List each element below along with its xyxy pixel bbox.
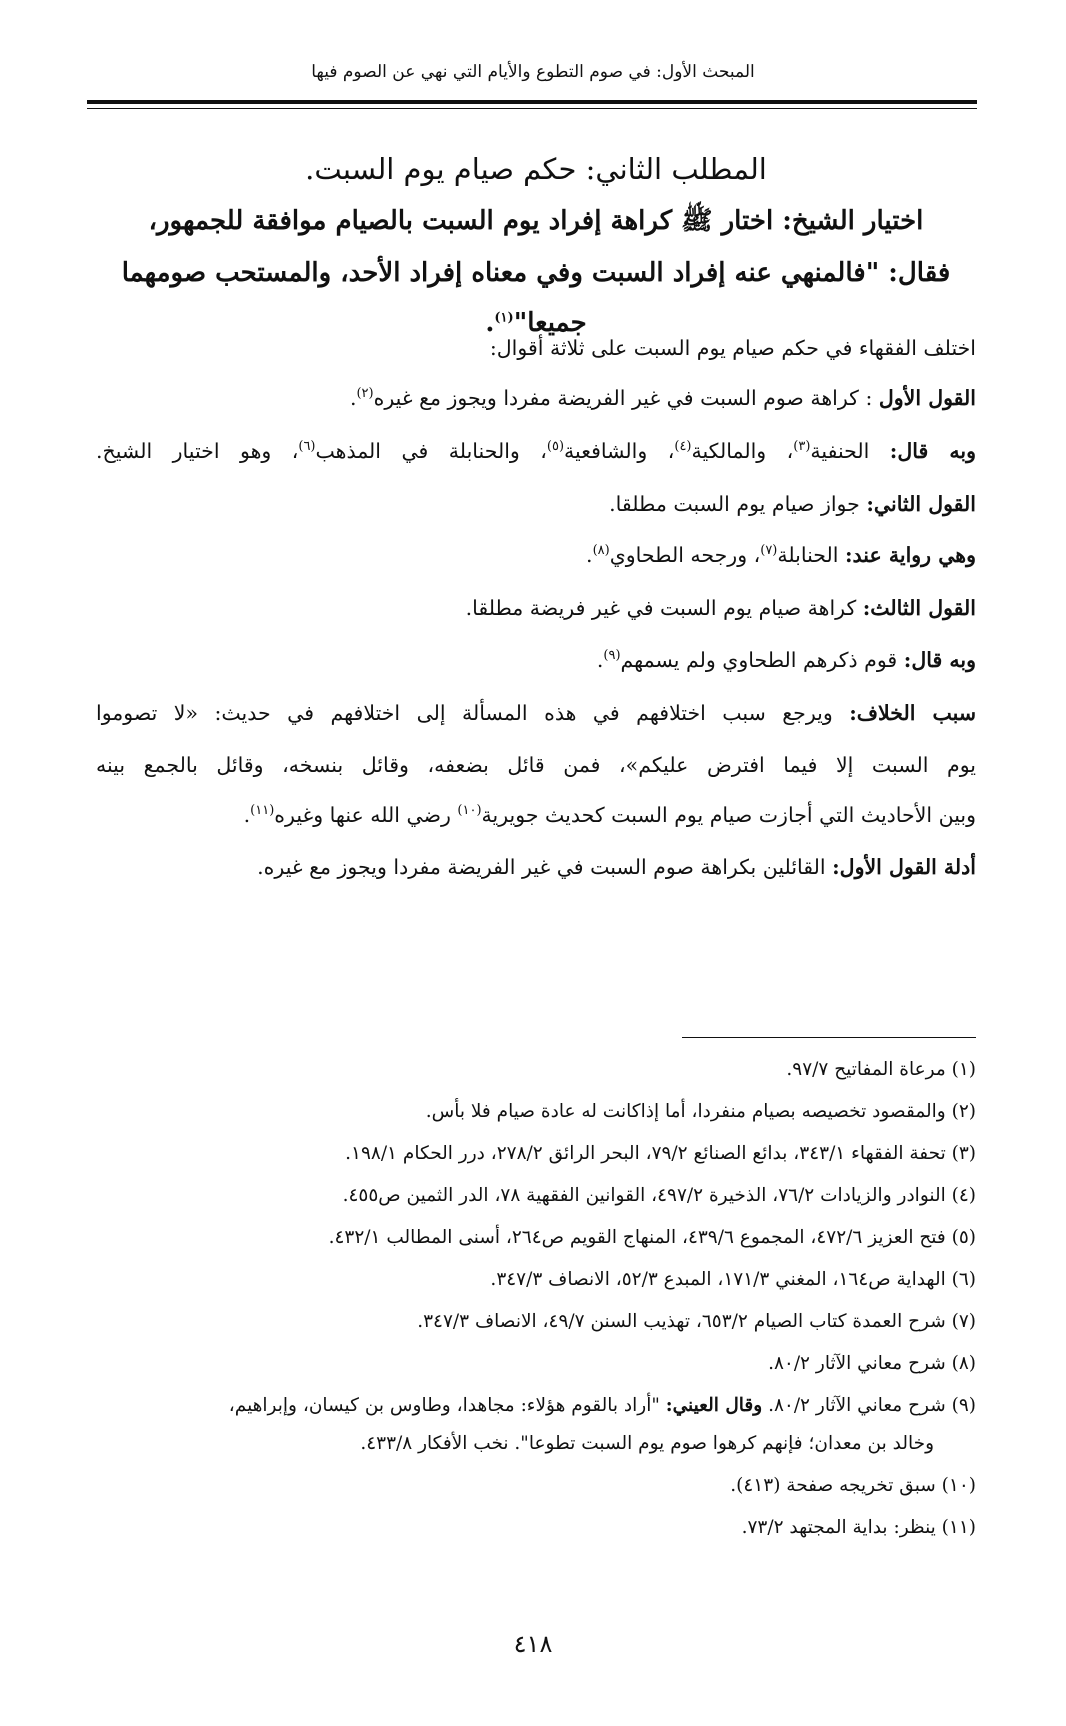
cause-line-3: وبين الأحاديث التي أجازت صيام يوم السبت كحديث جويرية$^{(١٠)}$ رضي الله عنها وغيره$^{(١١)}$. — [243, 803, 976, 827]
footnote-3: (٣) تحفة الفقهاء ٣٤٣/١، بدائع الصنائع ٧٩/٢، البحر الرائق ٢٧٨/٢، درر الحكام ١٩٨/١. — [345, 1143, 976, 1164]
evidence-paragraph — [96, 852, 976, 882]
footnote-8: (٨) شرح معاني الآثار ٨٠/٢. — [768, 1353, 976, 1374]
holders-label: وبه قال: — [903, 648, 976, 672]
holders-label: وهي رواية عند: — [844, 543, 976, 567]
opinion-3-text: كراهة صيام يوم السبت في غير فريضة مطلقا. — [465, 596, 863, 620]
opinion-2-label: القول الثاني: — [866, 492, 976, 516]
footnote-ref[interactable]: (٥) — [546, 439, 565, 455]
footnote-ref[interactable]: (٦) — [298, 439, 316, 455]
footnote-ref[interactable]: (٤) — [674, 439, 692, 455]
text-span: "أراد بالقوم هؤلاء: مجاهدا، وطاوس بن كيسان، وإبراهيم، — [228, 1395, 666, 1416]
footnote-ref[interactable]: (١٠) — [457, 803, 482, 819]
opinion-2 — [96, 489, 976, 519]
text-span: ، والشافعية — [564, 439, 675, 463]
footnote-ref[interactable]: (٩) — [603, 648, 621, 664]
text-span: وبين الأحاديث التي أجازت صيام يوم السبت كحديث جويرية — [481, 803, 976, 827]
cause-line-1 — [96, 698, 976, 728]
footnote-ref[interactable]: (٢) — [356, 386, 374, 402]
footnote-4: (٤) النوادر والزيادات ٧٦/٢، الذخيرة ٤٩٧/٢، القوانين الفقهية ٧٨، الدر الثمين ص٤٥٥. — [342, 1185, 976, 1206]
evidence-label: أدلة القول الأول: — [832, 855, 976, 879]
holders-label: وبه قال: — [889, 439, 976, 463]
opinion-1-holders — [96, 436, 976, 466]
footnote-9-continued: وخالد بن معدان؛ فإنهم كرهوا صوم يوم السبت تطوعا". نخب الأفكار ٤٣٣/٨. — [360, 1433, 934, 1454]
header-rule-thick — [87, 100, 977, 104]
opinion-3-holders: وبه قال: قوم ذكرهم الطحاوي ولم يسمهم$^{(٩)}$. — [596, 648, 976, 672]
opinion-1-label: القول الأول — [878, 386, 976, 410]
opinion-2-text: جواز صيام يوم السبت مطلقا. — [609, 492, 867, 516]
sheikh-choice-line-2: فقال: "فالمنهي عنه إفراد السبت وفي معناه إفراد الأحد، والمستحب صومهما — [121, 258, 951, 288]
text-span: ، والمالكية — [691, 439, 794, 463]
page-number: ٤١٨ — [513, 1630, 553, 1658]
text-span: الحنفية — [810, 439, 890, 463]
footnote-9 — [96, 1392, 976, 1420]
opinion-3 — [96, 593, 976, 623]
footnote-6: (٦) الهداية ص١٦٤، المغني ١٧١/٣، المبدع ٥٢/٣، الانصاف ٣٤٧/٣. — [490, 1269, 976, 1290]
text-span: ، ورجحه الطحاوي — [609, 543, 761, 567]
footnote-ref[interactable]: (٨) — [592, 543, 610, 559]
footnote-7: (٧) شرح العمدة كتاب الصيام ٦٥٣/٢، تهذيب السنن ٤٩/٧، الانصاف ٣٤٧/٣. — [417, 1311, 976, 1332]
text-span: ، والحنابلة في المذهب — [315, 439, 547, 463]
footnote-separator — [682, 1037, 976, 1038]
text-span: القائلين بكراهة صوم السبت في غير الفريضة مفردا ويجوز مع غيره. — [257, 855, 833, 879]
footnote-10: (١٠) سبق تخريجه صفحة (٤١٣). — [730, 1475, 976, 1496]
text-span: رضي الله عنها وغيره — [274, 803, 458, 827]
footnote-5: (٥) فتح العزيز ٤٧٢/٦، المجموع ٤٣٩/٦، المنهاج القويم ص٢٦٤، أسنى المطالب ٤٣٢/١. — [328, 1227, 976, 1248]
text-span: ، وهو اختيار الشيخ. — [96, 439, 299, 463]
text-span: قوم ذكرهم الطحاوي ولم يسمهم — [620, 648, 904, 672]
quote-author: وقال العيني: — [665, 1395, 763, 1416]
header-rule-thin — [87, 108, 977, 109]
footnote-1: (١) مرعاة المفاتيح ٩٧/٧. — [786, 1059, 976, 1080]
footnote-ref[interactable]: (٣) — [793, 439, 811, 455]
footnote-ref[interactable]: (١١) — [250, 803, 275, 819]
intro-paragraph: اختلف الفقهاء في حكم صيام يوم السبت على ثلاثة أقوال: — [489, 336, 976, 360]
opinion-2-holders: وهي رواية عند: الحنابلة$^{(٧)}$، ورجحه الطحاوي$^{(٨)}$. — [586, 543, 976, 567]
text-span: الحنابلة — [777, 543, 845, 567]
cause-label: سبب الخلاف: — [849, 701, 976, 725]
footnote-ref[interactable]: (٧) — [760, 543, 778, 559]
text-span: ويرجع سبب اختلافهم في هذه المسألة إلى اختلافهم في حديث: «لا تصوموا — [96, 701, 850, 725]
text-span: (٩) شرح معاني الآثار ٨٠/٢. — [762, 1395, 976, 1416]
choice-text: جميعا" — [513, 308, 587, 338]
sheikh-choice-line-1: اختيار الشيخ: اختار ﷺ كراهة إفراد يوم السبت بالصيام موافقة للجمهور، — [148, 206, 924, 236]
running-head: المبحث الأول: في صوم التطوع والأيام التي نهي عن الصوم فيها — [311, 62, 755, 82]
section-title: المطلب الثاني: حكم صيام يوم السبت. — [305, 152, 767, 186]
footnote-11: (١١) ينظر: بداية المجتهد ٧٣/٢. — [741, 1517, 976, 1538]
cause-line-2: يوم السبت إلا فيما افترض عليكم»، فمن قائل بضعفه، وقائل بنسخه، وقائل بالجمع بينه — [96, 753, 976, 777]
opinion-3-label: القول الثالث: — [862, 596, 976, 620]
footnote-ref[interactable]: (١) — [494, 310, 514, 326]
choice-end: . — [485, 308, 495, 338]
footnote-2: (٢) والمقصود تخصيصه بصيام منفردا، أما إذاكانت له عادة صيام فلا بأس. — [425, 1101, 976, 1122]
opinion-1-text: : كراهة صوم السبت في غير الفريضة مفردا ويجوز مع غيره — [373, 386, 879, 410]
opinion-1: القول الأول : كراهة صوم السبت في غير الفريضة مفردا ويجوز مع غيره$^{(٢)}$. — [349, 386, 976, 410]
